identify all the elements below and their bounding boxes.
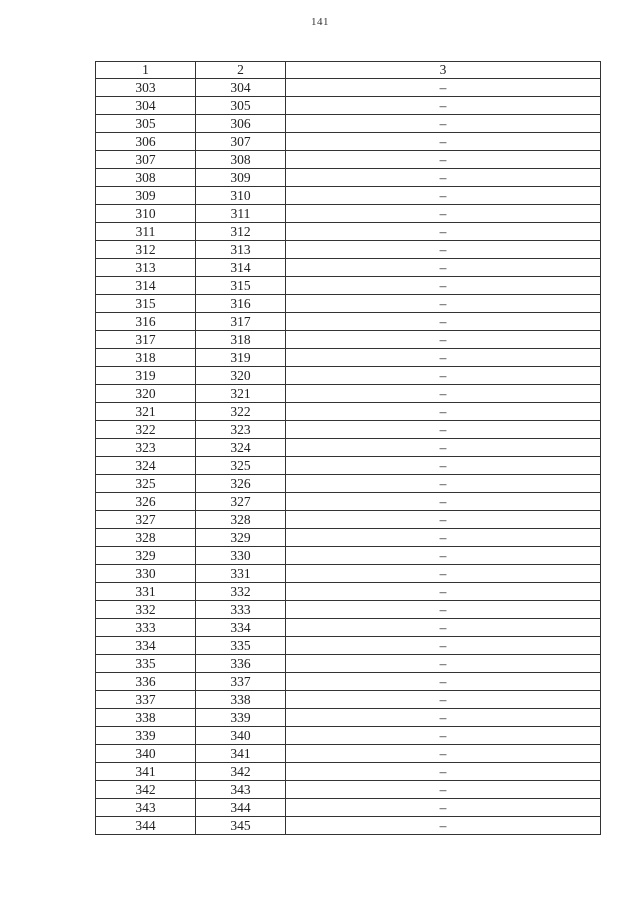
table-cell-col-3: – <box>286 277 601 295</box>
table-cell-col-2: 325 <box>196 457 286 475</box>
table-cell-col-1: 312 <box>96 241 196 259</box>
table-cell-col-3: – <box>286 241 601 259</box>
table-cell-col-3: – <box>286 547 601 565</box>
table-cell-col-1: 306 <box>96 133 196 151</box>
table-row <box>96 133 601 151</box>
table-cell-col-3: – <box>286 331 601 349</box>
table-row <box>96 241 601 259</box>
table-cell-col-3: – <box>286 691 601 709</box>
table-row <box>96 259 601 277</box>
table-row <box>96 475 601 493</box>
table-cell-col-3: – <box>286 619 601 637</box>
table-header-row <box>96 62 601 79</box>
table-cell-col-1: 311 <box>96 223 196 241</box>
table-cell-col-3: – <box>286 259 601 277</box>
table-cell-col-3: – <box>286 79 601 97</box>
table-row <box>96 439 601 457</box>
table-cell-col-1: 330 <box>96 565 196 583</box>
table-row <box>96 817 601 835</box>
table-cell-col-3: – <box>286 403 601 421</box>
table-row <box>96 331 601 349</box>
table-cell-col-2: 311 <box>196 205 286 223</box>
table-cell-col-2: 313 <box>196 241 286 259</box>
table-cell-col-2: 339 <box>196 709 286 727</box>
table-cell-col-1: 332 <box>96 601 196 619</box>
table-cell-col-3: – <box>286 349 601 367</box>
table-cell-col-2: 338 <box>196 691 286 709</box>
table-cell-col-3: – <box>286 421 601 439</box>
table-cell-col-1: 307 <box>96 151 196 169</box>
table-cell-col-1: 333 <box>96 619 196 637</box>
table-row <box>96 421 601 439</box>
table-row <box>96 799 601 817</box>
column-header-3: 3 <box>286 62 601 79</box>
table-cell-col-2: 319 <box>196 349 286 367</box>
table-cell-col-3: – <box>286 745 601 763</box>
table-row <box>96 709 601 727</box>
table-cell-col-2: 344 <box>196 799 286 817</box>
table-cell-col-3: – <box>286 475 601 493</box>
table-row <box>96 187 601 205</box>
table-row <box>96 169 601 187</box>
table-cell-col-3: – <box>286 151 601 169</box>
table-cell-col-1: 322 <box>96 421 196 439</box>
table-cell-col-1: 319 <box>96 367 196 385</box>
table-cell-col-2: 304 <box>196 79 286 97</box>
table-cell-col-1: 326 <box>96 493 196 511</box>
table-cell-col-1: 331 <box>96 583 196 601</box>
table-cell-col-1: 304 <box>96 97 196 115</box>
table-cell-col-3: – <box>286 583 601 601</box>
table-cell-col-1: 324 <box>96 457 196 475</box>
table-cell-col-1: 327 <box>96 511 196 529</box>
table-cell-col-3: – <box>286 439 601 457</box>
table-row <box>96 457 601 475</box>
table-cell-col-2: 337 <box>196 673 286 691</box>
table-row <box>96 691 601 709</box>
table-row <box>96 277 601 295</box>
table-cell-col-3: – <box>286 709 601 727</box>
table-row <box>96 583 601 601</box>
table-cell-col-3: – <box>286 601 601 619</box>
table-cell-col-1: 336 <box>96 673 196 691</box>
table-row <box>96 403 601 421</box>
table-cell-col-2: 330 <box>196 547 286 565</box>
table-cell-col-1: 313 <box>96 259 196 277</box>
table-cell-col-2: 320 <box>196 367 286 385</box>
table-cell-col-3: – <box>286 565 601 583</box>
table-cell-col-1: 317 <box>96 331 196 349</box>
table-cell-col-3: – <box>286 133 601 151</box>
table-cell-col-2: 328 <box>196 511 286 529</box>
table-cell-col-2: 336 <box>196 655 286 673</box>
table-cell-col-2: 341 <box>196 745 286 763</box>
table-cell-col-2: 323 <box>196 421 286 439</box>
table-row <box>96 493 601 511</box>
table-cell-col-1: 318 <box>96 349 196 367</box>
table-row <box>96 115 601 133</box>
table-cell-col-2: 315 <box>196 277 286 295</box>
table-row <box>96 547 601 565</box>
table-cell-col-2: 334 <box>196 619 286 637</box>
table-cell-col-2: 317 <box>196 313 286 331</box>
column-header-2: 2 <box>196 62 286 79</box>
table-cell-col-3: – <box>286 115 601 133</box>
table-cell-col-3: – <box>286 313 601 331</box>
table-cell-col-2: 324 <box>196 439 286 457</box>
column-header-1: 1 <box>96 62 196 79</box>
table-cell-col-2: 322 <box>196 403 286 421</box>
table-cell-col-1: 305 <box>96 115 196 133</box>
table-cell-col-1: 343 <box>96 799 196 817</box>
table-cell-col-2: 333 <box>196 601 286 619</box>
table-cell-col-3: – <box>286 169 601 187</box>
table-cell-col-3: – <box>286 817 601 835</box>
table-cell-col-3: – <box>286 763 601 781</box>
table-cell-col-2: 321 <box>196 385 286 403</box>
table-cell-col-1: 314 <box>96 277 196 295</box>
table-cell-col-2: 326 <box>196 475 286 493</box>
table-cell-col-2: 306 <box>196 115 286 133</box>
table-cell-col-1: 341 <box>96 763 196 781</box>
table-cell-col-3: – <box>286 493 601 511</box>
table-cell-col-1: 323 <box>96 439 196 457</box>
table-cell-col-3: – <box>286 97 601 115</box>
table-cell-col-3: – <box>286 781 601 799</box>
table-cell-col-3: – <box>286 457 601 475</box>
table-cell-col-2: 340 <box>196 727 286 745</box>
table-cell-col-1: 321 <box>96 403 196 421</box>
table-cell-col-3: – <box>286 799 601 817</box>
table-cell-col-1: 334 <box>96 637 196 655</box>
table-cell-col-3: – <box>286 511 601 529</box>
table-row <box>96 313 601 331</box>
table-cell-col-2: 331 <box>196 565 286 583</box>
table-row <box>96 763 601 781</box>
table-cell-col-3: – <box>286 187 601 205</box>
table-cell-col-2: 314 <box>196 259 286 277</box>
table-cell-col-2: 343 <box>196 781 286 799</box>
table-cell-col-1: 309 <box>96 187 196 205</box>
table-row <box>96 205 601 223</box>
table-row <box>96 565 601 583</box>
table-row <box>96 385 601 403</box>
table-cell-col-3: – <box>286 637 601 655</box>
table-cell-col-2: 307 <box>196 133 286 151</box>
table-cell-col-3: – <box>286 673 601 691</box>
table-cell-col-2: 318 <box>196 331 286 349</box>
table-cell-col-3: – <box>286 367 601 385</box>
table-cell-col-2: 327 <box>196 493 286 511</box>
table-cell-col-1: 337 <box>96 691 196 709</box>
table-cell-col-1: 338 <box>96 709 196 727</box>
table-cell-col-1: 315 <box>96 295 196 313</box>
table-cell-col-3: – <box>286 655 601 673</box>
table-body <box>96 79 601 835</box>
table-row <box>96 349 601 367</box>
table-cell-col-1: 329 <box>96 547 196 565</box>
table-cell-col-2: 329 <box>196 529 286 547</box>
table-row <box>96 79 601 97</box>
table-cell-col-2: 312 <box>196 223 286 241</box>
table-cell-col-1: 344 <box>96 817 196 835</box>
table-cell-col-2: 310 <box>196 187 286 205</box>
table-row <box>96 745 601 763</box>
table-row <box>96 727 601 745</box>
table-cell-col-2: 309 <box>196 169 286 187</box>
table-cell-col-2: 332 <box>196 583 286 601</box>
table-cell-col-2: 305 <box>196 97 286 115</box>
table-row <box>96 97 601 115</box>
table-row <box>96 151 601 169</box>
table-cell-col-1: 328 <box>96 529 196 547</box>
table-row <box>96 529 601 547</box>
table-row <box>96 367 601 385</box>
table-cell-col-1: 310 <box>96 205 196 223</box>
table-cell-col-1: 325 <box>96 475 196 493</box>
table-cell-col-3: – <box>286 385 601 403</box>
table-cell-col-1: 339 <box>96 727 196 745</box>
table-row <box>96 619 601 637</box>
table-cell-col-1: 303 <box>96 79 196 97</box>
data-table <box>95 61 601 835</box>
table-cell-col-2: 345 <box>196 817 286 835</box>
table-row <box>96 295 601 313</box>
table-cell-col-1: 340 <box>96 745 196 763</box>
table-cell-col-2: 316 <box>196 295 286 313</box>
table-cell-col-1: 308 <box>96 169 196 187</box>
page-number: 141 <box>311 16 329 28</box>
table-cell-col-1: 342 <box>96 781 196 799</box>
table-row <box>96 601 601 619</box>
table-cell-col-3: – <box>286 529 601 547</box>
table-row <box>96 511 601 529</box>
table-cell-col-1: 316 <box>96 313 196 331</box>
table-row <box>96 673 601 691</box>
table-cell-col-3: – <box>286 727 601 745</box>
table-cell-col-3: – <box>286 223 601 241</box>
table-cell-col-2: 308 <box>196 151 286 169</box>
table-cell-col-1: 320 <box>96 385 196 403</box>
table-cell-col-3: – <box>286 205 601 223</box>
table-cell-col-3: – <box>286 295 601 313</box>
table-row <box>96 637 601 655</box>
table-cell-col-2: 335 <box>196 637 286 655</box>
table-row <box>96 781 601 799</box>
table-cell-col-2: 342 <box>196 763 286 781</box>
table-row <box>96 223 601 241</box>
table-cell-col-1: 335 <box>96 655 196 673</box>
table-row <box>96 655 601 673</box>
